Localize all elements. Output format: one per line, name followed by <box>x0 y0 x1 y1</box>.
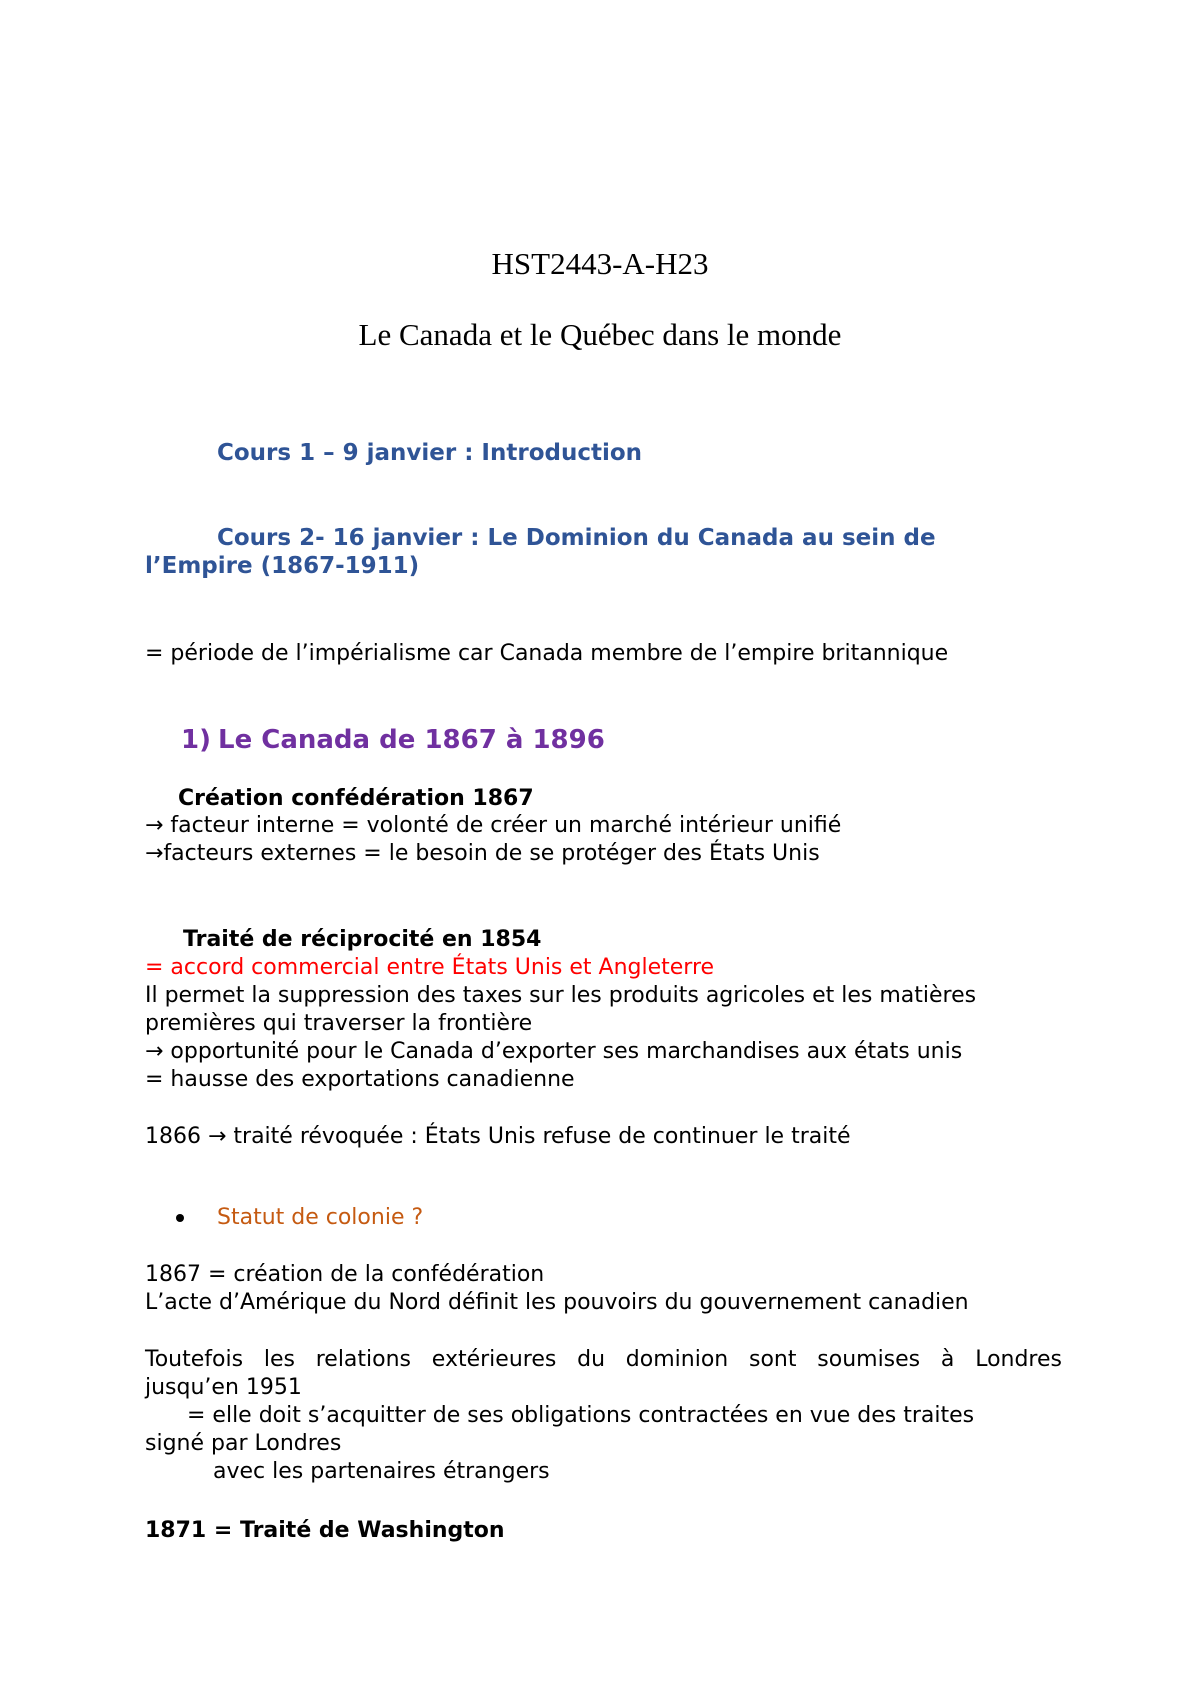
statut-heading: Statut de colonie ? <box>217 1205 424 1230</box>
obligation-line1: = elle doit s’acquitter de ses obligations contractées en vue des traites <box>187 1403 975 1428</box>
washington-heading: 1871 = Traité de Washington <box>145 1518 505 1543</box>
acte-line: L’acte d’Amérique du Nord définit les pouvoirs du gouvernement canadien <box>145 1290 969 1315</box>
traite-line1: Il permet la suppression des taxes sur les produits agricoles et les matières <box>145 983 977 1008</box>
cours2-heading-line1: Cours 2- 16 janvier : Le Dominion du Canada au sein de <box>217 525 936 551</box>
section1-number: 1) <box>181 725 211 755</box>
revocation-line: 1866 → traité révoquée : États Unis refuse de continuer le traité <box>145 1124 851 1149</box>
course-code: HST2443-A-H23 <box>491 246 709 281</box>
confed-heading: Création confédération 1867 <box>178 786 534 811</box>
section1-title: Le Canada de 1867 à 1896 <box>218 725 605 755</box>
course-title: Le Canada et le Québec dans le monde <box>358 317 842 352</box>
traite-definition: = accord commercial entre États Unis et Angleterre <box>145 955 715 980</box>
cours2-heading-line2: l’Empire (1867-1911) <box>145 553 420 579</box>
confed-line2: →facteurs externes = le besoin de se protéger des États Unis <box>145 841 820 866</box>
obligation-line3: avec les partenaires étrangers <box>213 1459 550 1484</box>
traite-line2: premières qui traverser la frontière <box>145 1011 533 1036</box>
periode-line: = période de l’impérialisme car Canada membre de l’empire britannique <box>145 641 949 666</box>
cours1-heading: Cours 1 – 9 janvier : Introduction <box>217 440 643 466</box>
obligation-line2: signé par Londres <box>145 1431 342 1456</box>
traite-heading: Traité de réciprocité en 1854 <box>183 927 542 952</box>
toutefois-line2: jusqu’en 1951 <box>145 1375 302 1400</box>
traite-line4: = hausse des exportations canadienne <box>145 1067 575 1092</box>
toutefois-line1: Toutefois les relations extérieures du dominion sont soumises à Londres <box>145 1347 1062 1372</box>
traite-line3: → opportunité pour le Canada d’exporter ses marchandises aux états unis <box>145 1039 963 1064</box>
confed-line1: → facteur interne = volonté de créer un marché intérieur unifié <box>145 813 842 838</box>
creation-line: 1867 = création de la confédération <box>145 1262 545 1287</box>
bullet-icon <box>176 1214 184 1222</box>
